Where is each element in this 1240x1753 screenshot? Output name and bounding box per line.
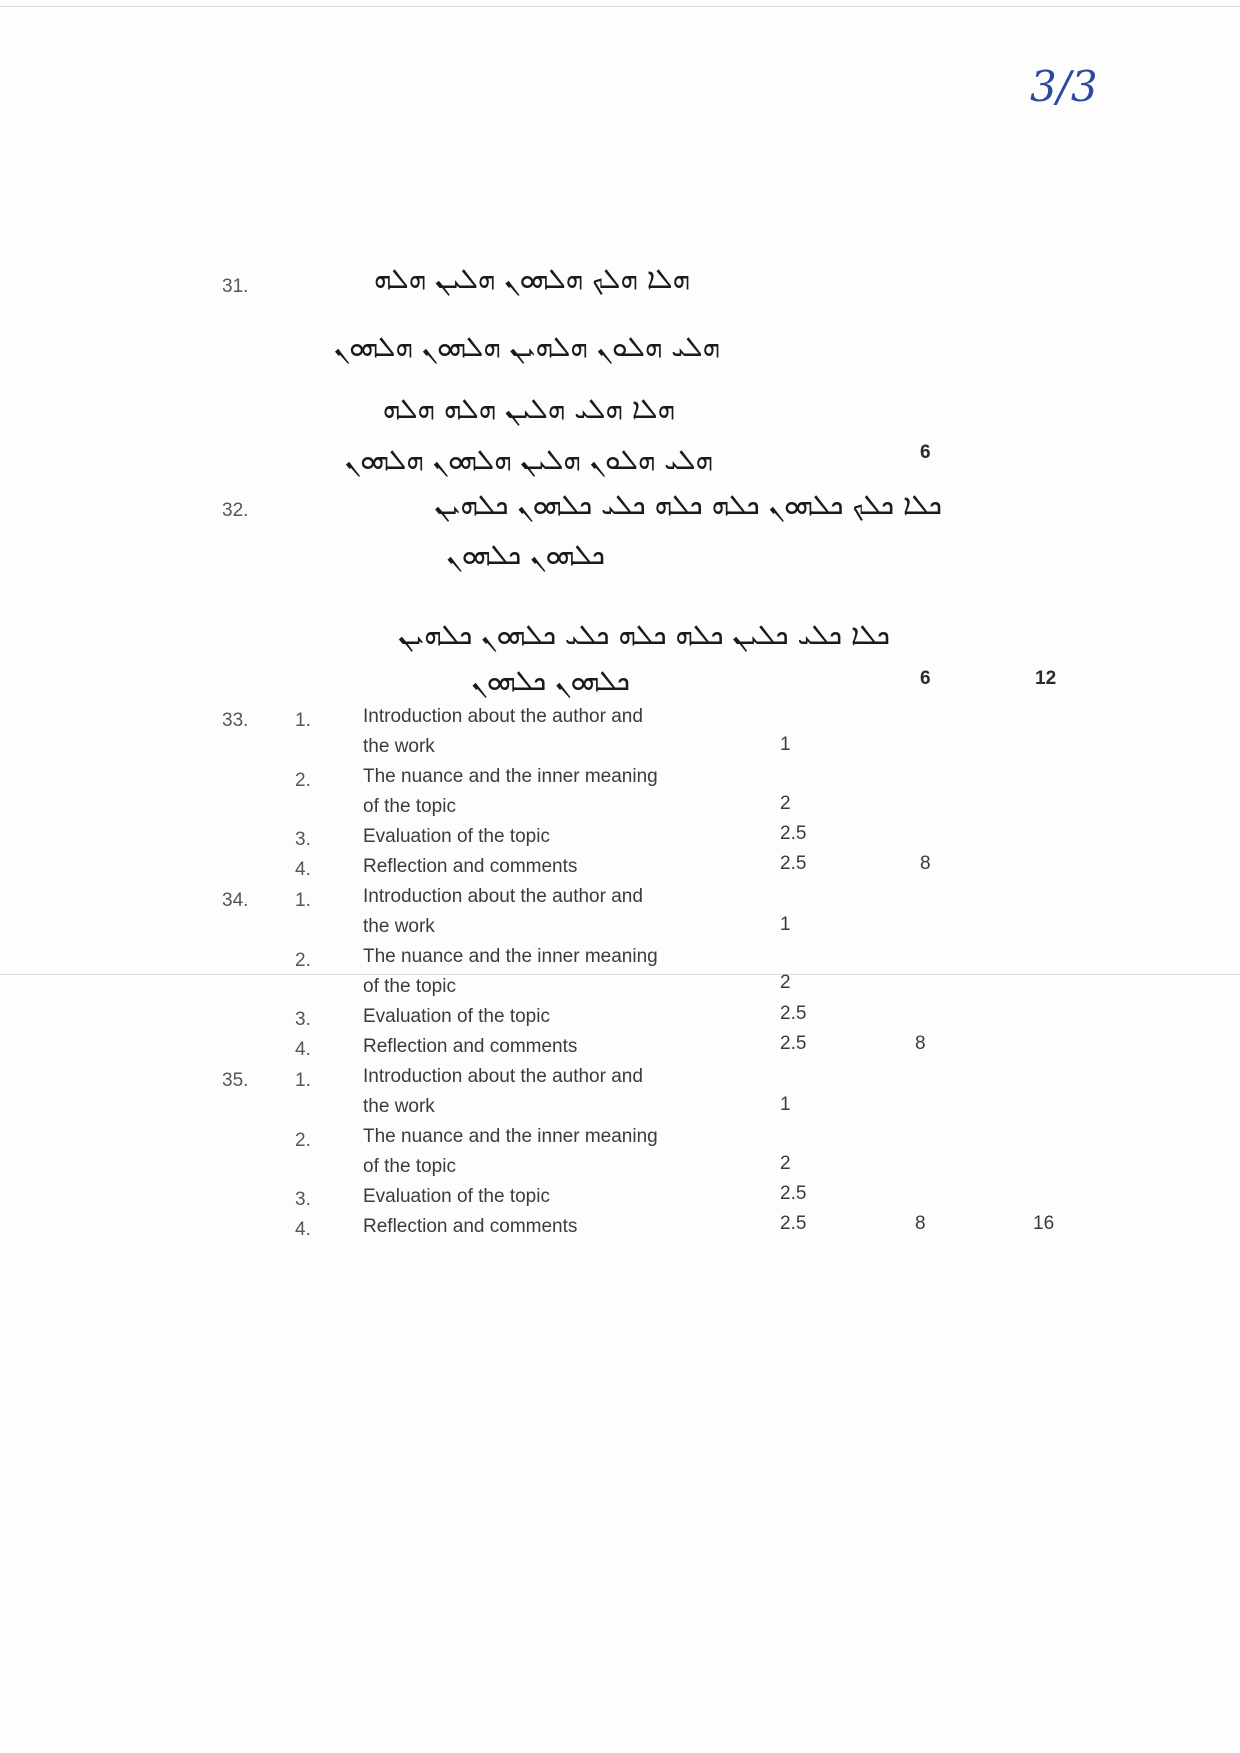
q34-item-1-score: 1	[780, 914, 791, 935]
question-31-number: 31.	[222, 276, 249, 297]
q35-item-1-text-line-1: Introduction about the author and	[363, 1066, 643, 1087]
q34-item-3-text: Evaluation of the topic	[363, 1006, 550, 1027]
q33-item-1-number: 1.	[295, 710, 311, 731]
q33-item-1-text-line-1: Introduction about the author and	[363, 706, 643, 727]
q33-item-3-number: 3.	[295, 829, 311, 850]
question-32-number: 32.	[222, 500, 249, 521]
question-32-syriac-line-3: ܟܠܐ ܟܠܝ ܟܠܝܢ ܟܠܗ ܟܠܗ ܟܠܝ ܟܠܗܘܢ ܟܠܗܝܢ	[398, 618, 890, 651]
q34-item-1-number: 1.	[295, 890, 311, 911]
q35-item-2-number: 2.	[295, 1130, 311, 1151]
q35-item-1-number: 1.	[295, 1070, 311, 1091]
q34-item-2-text-line-2: of the topic	[363, 976, 456, 997]
q33-item-2-text-line-2: of the topic	[363, 796, 456, 817]
q35-item-1-score: 1	[780, 1094, 791, 1115]
scan-fold-line	[0, 974, 1240, 975]
q34-item-4-text: Reflection and comments	[363, 1036, 578, 1057]
page-mark: 3/3	[1030, 62, 1098, 111]
question-33-number: 33.	[222, 710, 249, 731]
q33-item-1-score: 1	[780, 734, 791, 755]
q35-item-3-text: Evaluation of the topic	[363, 1186, 550, 1207]
question-33-mark: 8	[920, 853, 931, 874]
question-32-syriac-line-1: ܟܠܐ ܟܠܟ ܟܠܗܘܢ ܟܠܗ ܟܠܗ ܟܠܝ ܟܠܗܘܢ ܟܠܗܝܢ	[434, 488, 942, 521]
scan-edge-top	[0, 6, 1240, 7]
q35-item-1-text-line-2: the work	[363, 1096, 435, 1117]
q33-item-4-number: 4.	[295, 859, 311, 880]
q34-item-2-text-line-1: The nuance and the inner meaning	[363, 946, 658, 967]
q33-item-2-text-line-1: The nuance and the inner meaning	[363, 766, 658, 787]
q33-item-2-score: 2	[780, 793, 791, 814]
q33-item-3-text: Evaluation of the topic	[363, 826, 550, 847]
q35-item-3-number: 3.	[295, 1189, 311, 1210]
q34-item-2-number: 2.	[295, 950, 311, 971]
question-35-number: 35.	[222, 1070, 249, 1091]
q34-item-1-text-line-2: the work	[363, 916, 435, 937]
question-32-mark: 6	[920, 668, 931, 689]
q34-item-4-number: 4.	[295, 1039, 311, 1060]
question-31-syriac-line-1: ܗܠܐ ܗܠܟ ܗܠܗܘܢ ܗܠܝܢ ܗܠܗ	[373, 262, 690, 295]
question-34-number: 34.	[222, 890, 249, 911]
question-32-syriac-line-2: ܟܠܗܘܢ ܟܠܗܘܢ	[446, 538, 605, 571]
question-31-syriac-line-2: ܗܠܝ ܗܠܘܢ ܗܠܗܝܢ ܗܠܗܘܢ ܗܠܗܘܢ	[333, 330, 720, 363]
question-32-total: 12	[1035, 668, 1057, 689]
question-31-syriac-line-4: ܗܠܝ ܗܠܘܢ ܗܠܝܢ ܗܠܗܘܢ ܗܠܗܘܢ	[344, 443, 713, 476]
question-35-mark: 8	[915, 1213, 926, 1234]
question-35-total: 16	[1033, 1213, 1055, 1234]
q35-item-2-score: 2	[780, 1153, 791, 1174]
q35-item-3-score: 2.5	[780, 1183, 807, 1204]
q35-item-4-text: Reflection and comments	[363, 1216, 578, 1237]
q34-item-1-text-line-1: Introduction about the author and	[363, 886, 643, 907]
question-31-syriac-line-3: ܗܠܐ ܗܠܝ ܗܠܝܢ ܗܠܗ ܗܠܗ	[382, 392, 675, 425]
q33-item-3-score: 2.5	[780, 823, 807, 844]
question-34-mark: 8	[915, 1033, 926, 1054]
q34-item-2-score: 2	[780, 972, 791, 993]
q35-item-4-score: 2.5	[780, 1213, 807, 1234]
q35-item-2-text-line-2: of the topic	[363, 1156, 456, 1177]
q33-item-2-number: 2.	[295, 770, 311, 791]
q34-item-3-score: 2.5	[780, 1003, 807, 1024]
q34-item-4-score: 2.5	[780, 1033, 807, 1054]
question-32-syriac-line-4: ܟܠܗܘܢ ܟܠܗܘܢ	[471, 664, 630, 697]
q33-item-1-text-line-2: the work	[363, 736, 435, 757]
q35-item-2-text-line-1: The nuance and the inner meaning	[363, 1126, 658, 1147]
q33-item-4-score: 2.5	[780, 853, 807, 874]
q34-item-3-number: 3.	[295, 1009, 311, 1030]
q33-item-4-text: Reflection and comments	[363, 856, 578, 877]
question-31-mark: 6	[920, 442, 931, 463]
q35-item-4-number: 4.	[295, 1219, 311, 1240]
